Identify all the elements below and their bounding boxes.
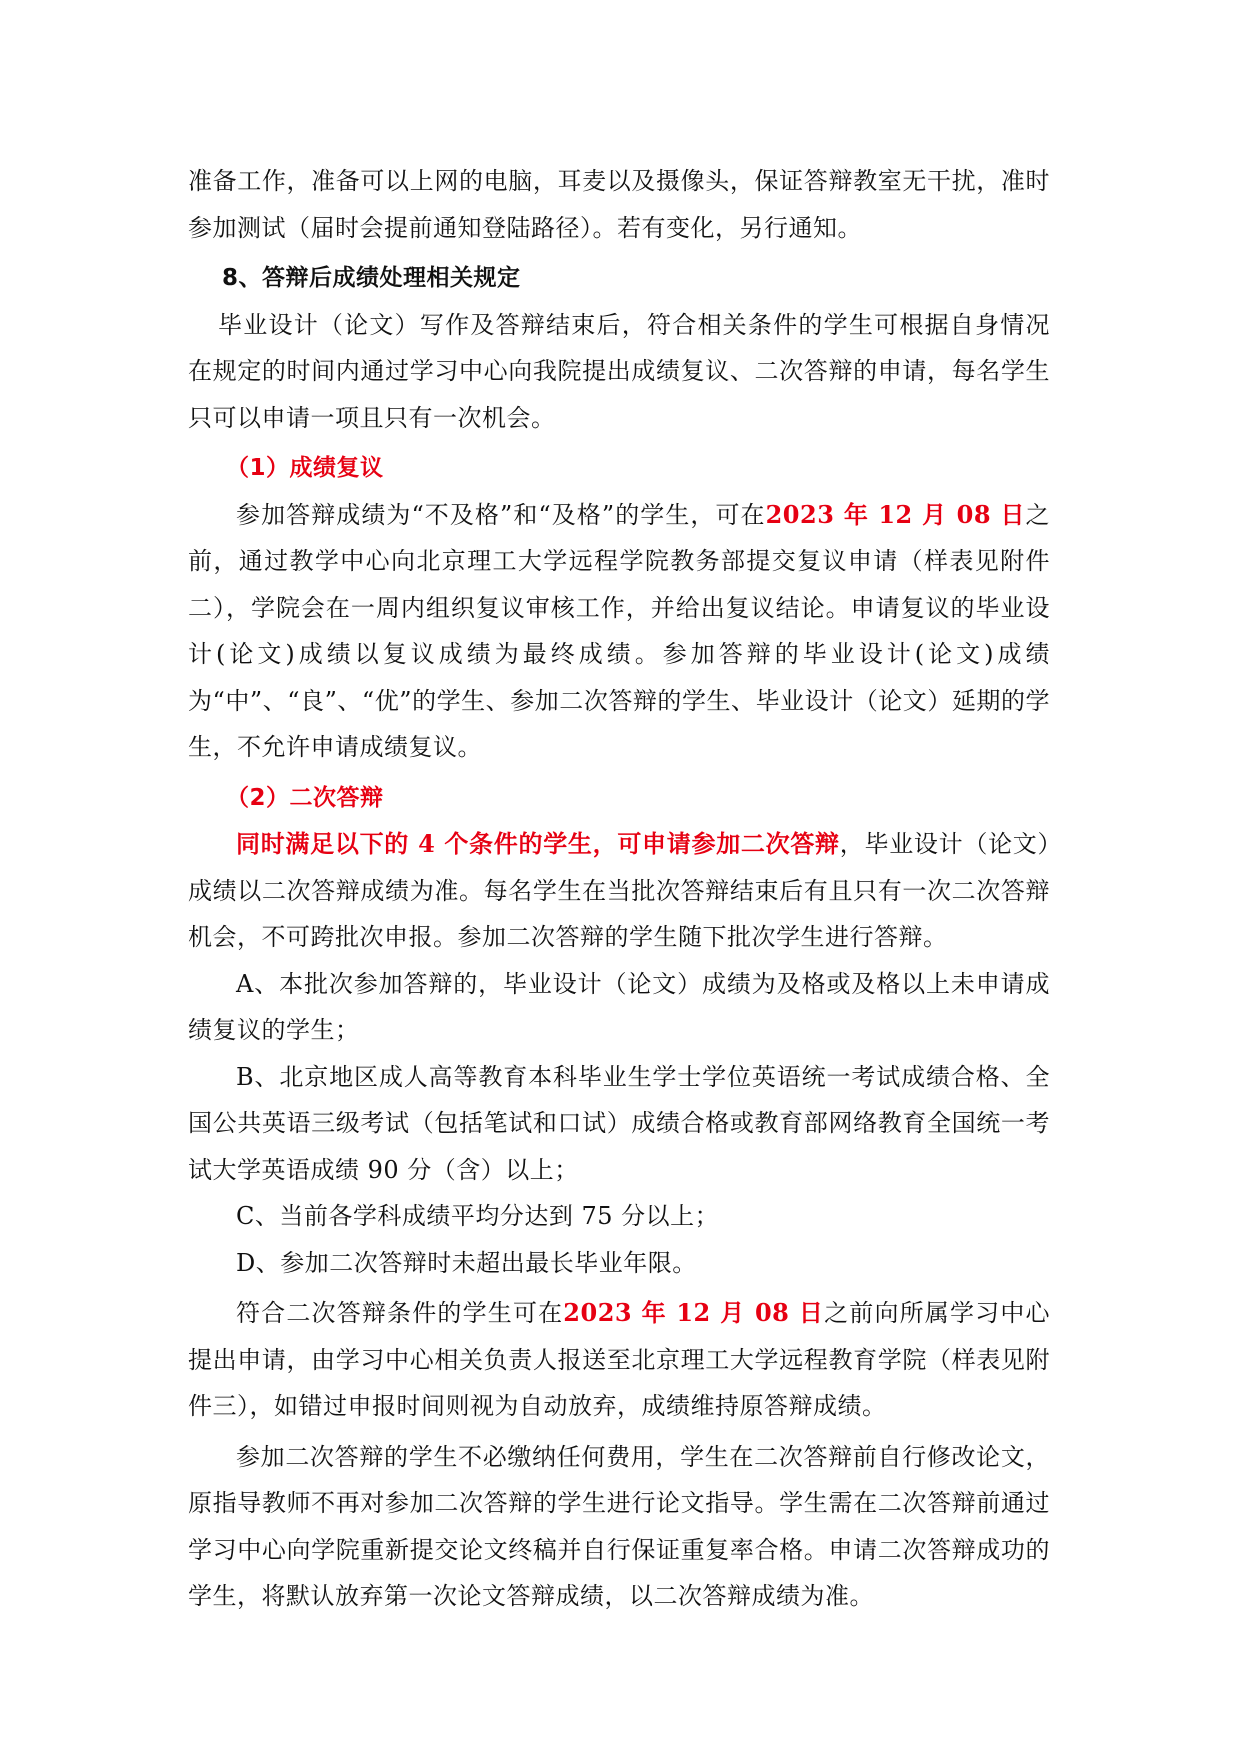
application-deadline-date: 2023 年 12 月 08 日	[563, 1298, 825, 1327]
review-deadline-date: 2023 年 12 月 08 日	[765, 499, 1026, 529]
paragraph-second-defense-application	[188, 1290, 1050, 1430]
paragraph-preparation: 准备工作，准备可以上网的电脑，耳麦以及摄像头，保证答辩教室无干扰，准时参加测试（届时会提前通知登陆路径）。若有变化，另行通知。	[188, 167, 1050, 242]
second-defense-condition-emphasis: 同时满足以下的 4 个条件的学生，可申请参加二次答辩	[236, 829, 840, 858]
subheading-second-defense: （2）二次答辩	[226, 784, 384, 811]
section-heading-8: 8、答辩后成绩处理相关规定	[222, 265, 521, 291]
application-text-rest: 之前向所属学习中心提出申请，由学习中心相关负责人报送至北京理工大学远程教育学院（样表见附件三），如错过申报时间则视为自动放弃，成绩维持原答辩成绩。	[188, 1299, 1051, 1420]
paragraph-second-defense	[188, 821, 1050, 961]
paragraph-intro: 毕业设计（论文）写作及答辩结束后，符合相关条件的学生可根据自身情况在规定的时间内通过学习中心向我院提出成绩复议、二次答辩的申请，每名学生只可以申请一项且只有一次机会。	[188, 310, 1050, 432]
condition-c: C、当前各学科成绩平均分达到 75 分以上；	[236, 1202, 720, 1230]
application-text-start: 符合二次答辩条件的学生可在	[236, 1299, 564, 1327]
condition-a: A、本批次参加答辩的，毕业设计（论文）成绩为及格或及格以上未申请成绩复议的学生；	[188, 969, 1050, 1044]
paragraph-second-defense-rules: 参加二次答辩的学生不必缴纳任何费用，学生在二次答辩前自行修改论文，原指导教师不再对参加二次答辩的学生进行论文指导。学生需在二次答辩前通过学习中心向学院重新提交论文终稿并自行保证重复率合格。申请二次答辩成功的学生，将默认放弃第一次论文答辩成绩，以二次答辩成绩为准。	[188, 1442, 1050, 1610]
condition-d: D、参加二次答辩时未超出最长毕业年限。	[236, 1248, 697, 1277]
review-text-rest: 之前，通过教学中心向北京理工大学远程学院教务部提交复议申请（样表见附件二），学院会在一周内组织复议审核工作，并给出复议结论。申请复议的毕业设计(论文)成绩以复议成绩为最终成绩。参加答辩的毕业设计(论文)成绩为“中”、“良”、“优”的学生、参加二次答辩的学生、毕业设计（论文）延期的学生，不允许申请成绩复议。	[188, 500, 1051, 761]
second-defense-text-rest: ，毕业设计（论文）成绩以二次答辩成绩为准。每名学生在当批次答辩结束后有且只有一次二次答辩机会，不可跨批次申报。参加二次答辩的学生随下批次学生进行答辩。	[188, 830, 1050, 951]
subheading-score-review: （1）成绩复议	[226, 455, 384, 481]
paragraph-score-review	[188, 492, 1050, 771]
condition-b: B、北京地区成人高等教育本科毕业生学士学位英语统一考试成绩合格、全国公共英语三级考试（包括笔试和口试）成绩合格或教育部网络教育全国统一考试大学英语成绩 90 分（含）以上；	[188, 1062, 1050, 1184]
review-text-start: 参加答辩成绩为“不及格”和“及格”的学生，可在	[236, 500, 766, 529]
document-body	[188, 158, 1050, 1620]
